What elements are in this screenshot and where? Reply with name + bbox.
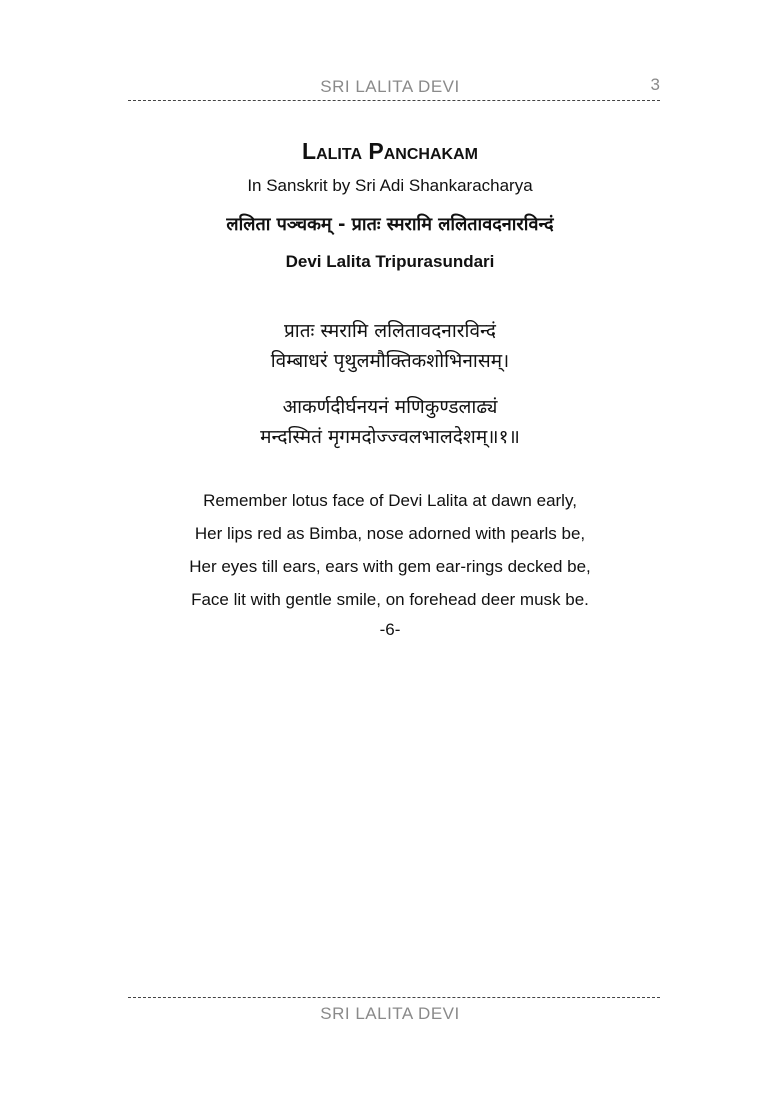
verse-english-line: Her lips red as Bimba, nose adorned with pearls be,	[194, 524, 586, 543]
header-rule	[128, 100, 660, 101]
verse-english	[0, 484, 780, 616]
verse-english-line: Her eyes till ears, ears with gem ear-rings decked be,	[189, 557, 591, 576]
verse-english-line: Remember lotus face of Devi Lalita at dawn early,	[203, 491, 577, 510]
sanskrit-heading: ललिता पञ्चकम् - प्रातः स्मरामि ललितावदनारविन्दं	[226, 214, 554, 235]
inner-page-number: -6-	[379, 620, 401, 639]
deity-name: Devi Lalita Tripurasundari	[285, 252, 495, 271]
subtitle: In Sanskrit by Sri Adi Shankaracharya	[247, 176, 533, 195]
verse-sanskrit-line: विम्बाधरं पृथुलमौक्तिकशोभिनासम्।	[270, 350, 510, 372]
header-page-number: 3	[650, 75, 660, 94]
footer-running-title: SRI LALITA DEVI	[320, 1004, 460, 1023]
verse-english-line: Face lit with gentle smile, on forehead deer musk be.	[191, 590, 589, 609]
header-running-title: SRI LALITA DEVI	[320, 77, 460, 96]
footer-rule	[128, 997, 660, 998]
verse-sanskrit-line: मन्दस्मितं मृगमदोज्ज्वलभालदेशम्॥१॥	[260, 426, 520, 448]
page-title: Lalita Panchakam	[302, 138, 478, 164]
verse-sanskrit-line: आकर्णदीर्घनयनं मणिकुण्डलाढ्यं	[282, 396, 498, 418]
verse-sanskrit-line: प्रातः स्मरामि ललितावदनारविन्दं	[284, 320, 496, 342]
